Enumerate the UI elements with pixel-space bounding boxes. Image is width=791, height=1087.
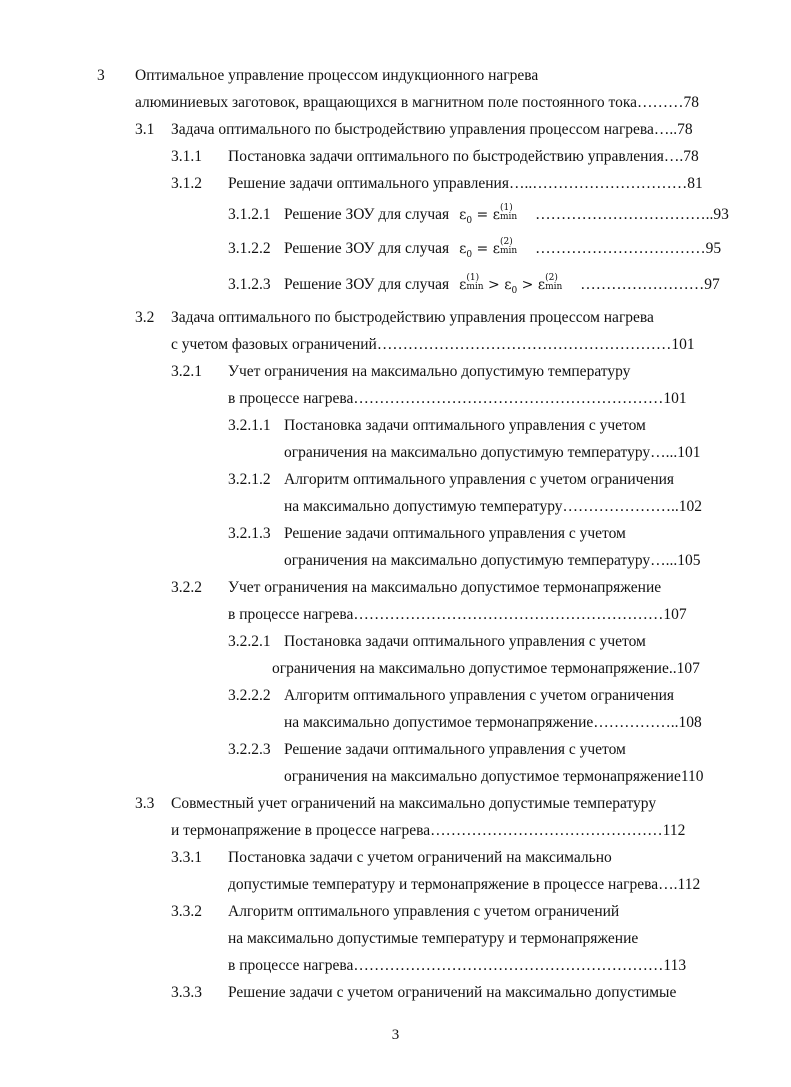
toc-number: 3.1.2 (171, 175, 202, 192)
toc-title: Оптимальное управление процессом индукционного нагрева (135, 67, 539, 84)
toc-title: Решение задачи оптимального управления с учетом (284, 525, 626, 542)
toc-title-text: Решение ЗОУ для случая (284, 206, 450, 223)
toc-title: Учет ограничения на максимально допустимое термонапряжение (228, 579, 662, 596)
toc-entry-3-2-1[interactable] (0, 358, 791, 385)
toc-title: Решение задачи оптимального управления с учетом (284, 741, 626, 758)
toc-entry-3-1-2-2[interactable] (0, 235, 791, 262)
toc-title: Постановка задачи оптимального управления с учетом (284, 417, 646, 434)
toc-number: 3.3 (135, 795, 155, 812)
toc-title (284, 235, 721, 269)
toc-title: Алгоритм оптимального управления с учетом ограничения (284, 471, 675, 488)
toc-entry-3-2-2-2[interactable] (0, 682, 791, 709)
toc-entry-3-2-1-1-cont (0, 439, 791, 466)
toc-title-cont: в процессе нагрева……………………………………………………101 (228, 390, 687, 407)
toc-number: 3.2.1.1 (228, 417, 271, 434)
toc-number: 3.2.1 (171, 363, 202, 380)
toc-entry-3[interactable] (0, 62, 791, 89)
toc-title (284, 271, 720, 305)
toc-number: 3.2.2.2 (228, 687, 271, 704)
toc-entry-3-1-2[interactable] (0, 170, 791, 197)
formula-eps0-eq-epsmin2: $\varepsilon_0 = \varepsilon$ (2) min (459, 237, 518, 260)
toc-title-cont: и термонапряжение в процессе нагрева………………………………………112 (171, 822, 686, 839)
toc-title-cont: ограничения на максимально допустимое термонапряжение..107 (272, 660, 700, 677)
toc-title-cont: допустимые температуру и термонапряжение в процессе нагрева….112 (228, 876, 701, 893)
toc-entry-3-1-2-1[interactable] (0, 201, 791, 228)
toc-leader: ……………………………95 (535, 240, 722, 257)
formula-eps0-eq-epsmin1: $\varepsilon_0 = \varepsilon$ (1) min (459, 203, 518, 226)
toc-entry-3-2-2[interactable] (0, 574, 791, 601)
toc-title-cont: на максимально допустимую температуру…………………..102 (284, 498, 703, 515)
toc-title: Учет ограничения на максимально допустимую температуру (228, 363, 631, 380)
toc-title: Совместный учет ограничений на максимально допустимые температуру (171, 795, 657, 812)
toc-entry-3-2[interactable] (0, 304, 791, 331)
toc-number: 3.2.2.1 (228, 633, 271, 650)
toc-entry-3-3-1-cont (0, 871, 791, 898)
toc-entry-3-cont (0, 89, 791, 116)
toc-number: 3.3.2 (171, 903, 202, 920)
toc-number: 3.2 (135, 309, 155, 326)
toc-leader: ……………………97 (580, 276, 720, 293)
toc-entry-3-3-cont (0, 817, 791, 844)
toc-title-cont: в процессе нагрева……………………………………………………107 (228, 606, 687, 623)
toc-entry-3-2-1-2-cont (0, 493, 791, 520)
toc-entry-3-2-1-3[interactable] (0, 520, 791, 547)
toc-entry-3-1-1[interactable] (0, 143, 791, 170)
toc-number: 3.1.2.1 (228, 206, 271, 223)
toc-title-cont: на максимально допустимое термонапряжение……………..108 (284, 714, 702, 731)
toc-number: 3.1.2.2 (228, 240, 271, 257)
toc-title: Постановка задачи оптимального управления с учетом (284, 633, 646, 650)
toc-title-cont: алюминиевых заготовок, вращающихся в магнитном поле постоянного тока………78 (135, 94, 700, 111)
toc-entry-3-2-cont (0, 331, 791, 358)
toc-entry-3-1[interactable] (0, 116, 791, 143)
toc-number: 3.2.2.3 (228, 741, 271, 758)
toc-number: 3.3.1 (171, 849, 202, 866)
toc-title-text: Решение ЗОУ для случая (284, 276, 450, 293)
toc-title: Алгоритм оптимального управления с учетом ограничения (284, 687, 675, 704)
toc-entry-3-2-2-cont (0, 601, 791, 628)
toc-number: 3.1.1 (171, 148, 202, 165)
toc-title: Задача оптимального по быстродействию управления процессом нагрева (171, 309, 654, 326)
toc-entry-3-2-2-3-cont (0, 763, 791, 790)
toc-entry-3-3[interactable] (0, 790, 791, 817)
toc-entry-3-3-2-cont2 (0, 952, 791, 979)
toc-title: Постановка задачи оптимального по быстродействию управления….78 (228, 148, 699, 165)
toc-number: 3.1 (135, 121, 155, 138)
toc-entry-3-1-2-3[interactable] (0, 271, 791, 298)
toc-title-cont: с учетом фазовых ограничений…………………………………………………101 (171, 336, 695, 353)
page-number: 3 (391, 1027, 400, 1043)
toc-entry-3-3-3[interactable] (0, 979, 791, 1006)
toc-entry-3-2-2-3[interactable] (0, 736, 791, 763)
toc-title: Алгоритм оптимального управления с учетом ограничений (228, 903, 620, 920)
toc-title-cont: ограничения на максимально допустимое термонапряжение110 (284, 768, 704, 785)
toc-title: Решение задачи с учетом ограничений на максимально допустимые (228, 984, 677, 1001)
toc-number: 3 (97, 67, 105, 84)
toc-title: Решение задачи оптимального управления…..…………………………81 (228, 175, 703, 192)
toc-number: 3.2.1.2 (228, 471, 271, 488)
toc-title (284, 201, 729, 235)
toc-number: 3.3.3 (171, 984, 202, 1001)
toc-title: Задача оптимального по быстродействию управления процессом нагрева…..78 (171, 121, 693, 138)
toc-entry-3-2-2-2-cont (0, 709, 791, 736)
toc-entry-3-2-1-2[interactable] (0, 466, 791, 493)
toc-number: 3.2.1.3 (228, 525, 271, 542)
toc-entry-3-3-2-cont (0, 925, 791, 952)
toc-entry-3-2-2-1[interactable] (0, 628, 791, 655)
toc-title-cont: ограничения на максимально допустимую температуру…...105 (284, 552, 701, 569)
toc-title-cont: на максимально допустимые температуру и термонапряжение (228, 930, 639, 947)
toc-number: 3.1.2.3 (228, 276, 271, 293)
toc-entry-3-2-2-1-cont (0, 655, 791, 682)
toc-leader: ……………………………..93 (535, 206, 729, 223)
toc-entry-3-2-1-1[interactable] (0, 412, 791, 439)
toc-number: 3.2.2 (171, 579, 202, 596)
toc-entry-3-3-2[interactable] (0, 898, 791, 925)
formula-epsmin1-gt-eps0-gt-epsmin2: ε (1) min > $\varepsilon_0 > \varepsilon$ (2) min (459, 273, 563, 296)
toc-title-cont: в процессе нагрева……………………………………………………113 (228, 957, 687, 974)
toc-entry-3-3-1[interactable] (0, 844, 791, 871)
toc-title-cont: ограничения на максимально допустимую температуру…...101 (284, 444, 701, 461)
toc-entry-3-2-1-cont (0, 385, 791, 412)
toc-entry-3-2-1-3-cont (0, 547, 791, 574)
toc-title: Постановка задачи с учетом ограничений на максимально (228, 849, 612, 866)
toc-title-text: Решение ЗОУ для случая (284, 240, 450, 257)
